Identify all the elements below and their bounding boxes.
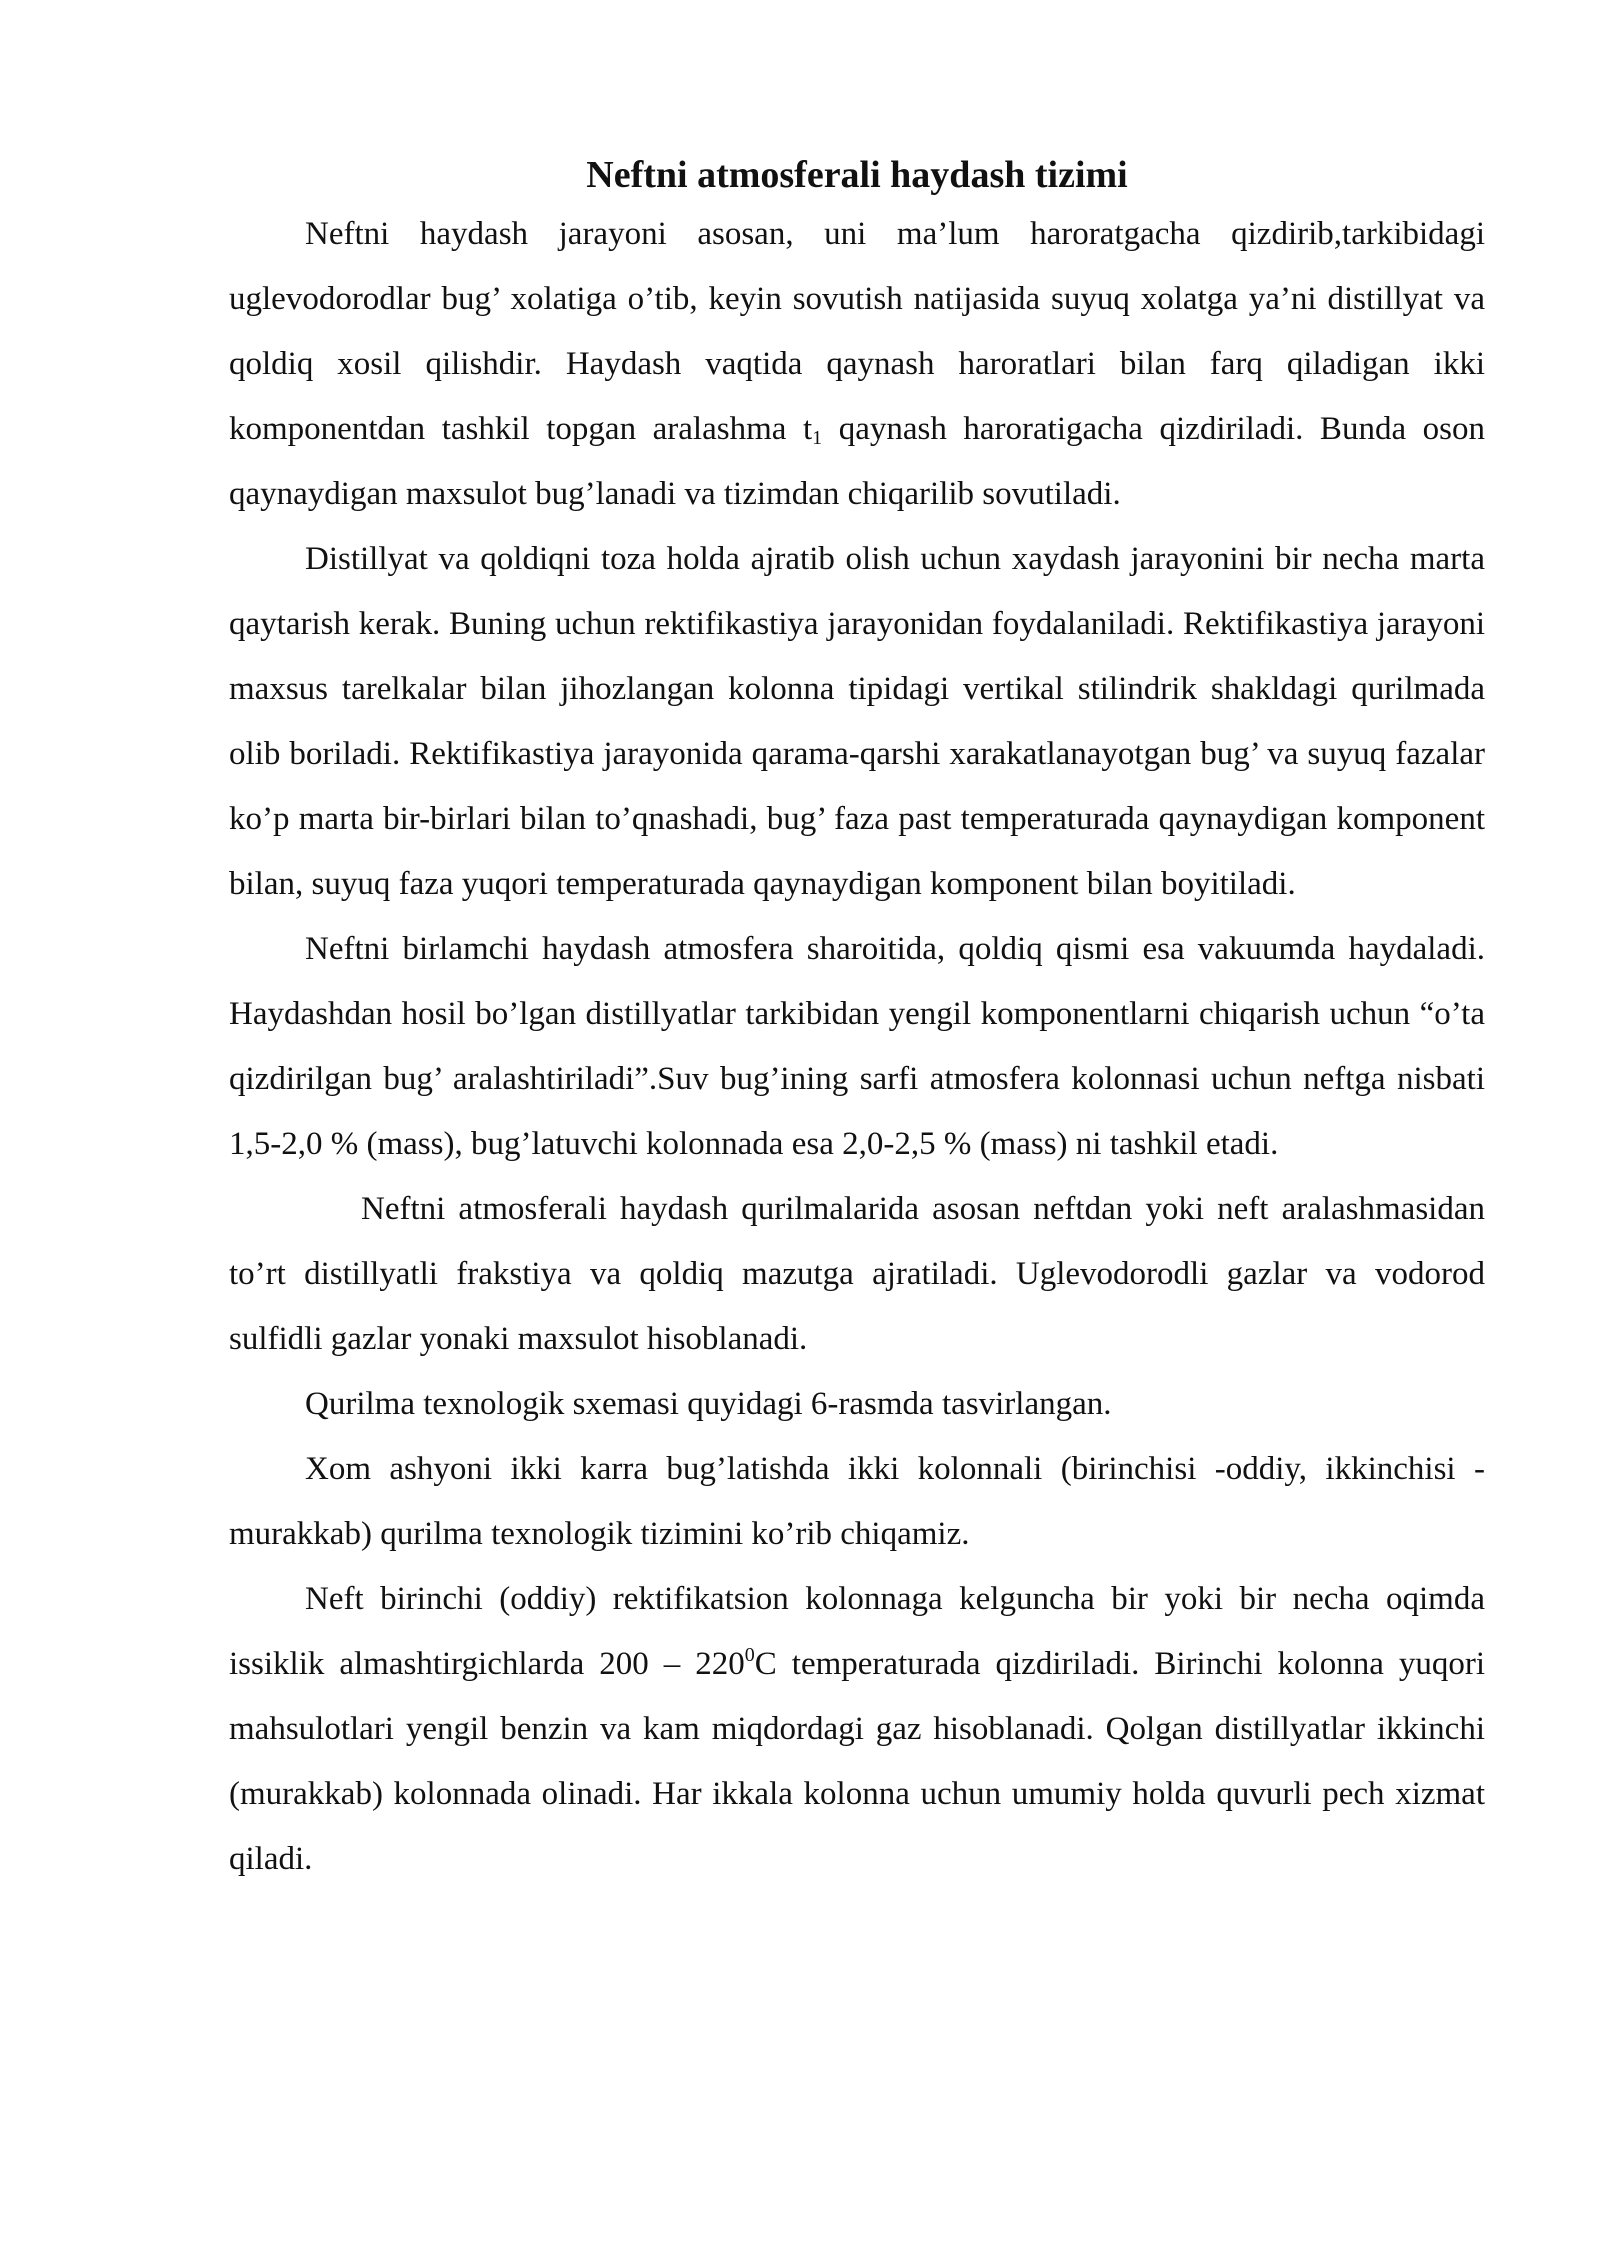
paragraph-7-text-a: Neft birinchi (oddiy) rektifikatsion kolonnaga kelguncha bir yoki bir necha oqimda issiklik almashtirgichlarda 200 – 220 [229,1581,1485,1682]
paragraph-5: Qurilma texnologik sxemasi quyidagi 6-rasmda tasvirlangan. [305,1386,1112,1422]
paragraph-7-superscript: 0 [744,1644,755,1666]
paragraph-7-text-b: C temperaturada qizdiriladi. Birinchi kolonna yuqori mahsulotlari yengil benzin va kam miqdordagi gaz hisoblanadi. Qolgan distillyatlar ikkinchi (murakkab) kolonnada olinadi. Har ikkala kolonna uchun umumiy holda quvurli pech xizmat qiladi. [229,1646,1485,1877]
paragraph-1-text-b: qaynash haroratigacha qizdiriladi. Bunda oson qaynaydigan maxsulot bug’lanadi va tizimdan chiqarilib sovutiladi. [229,411,1485,512]
paragraph-1-text-a: Neftni haydash jarayoni asosan, uni ma’lum haroratgacha qizdirib,tarkibidagi uglevodorodlar bug’ xolatiga o’tib, keyin sovutish natijasida suyuq xolatga ya’ni distillyat va qoldiq xosil qilishdir. Haydash vaqtida qaynash haroratlari bilan farq qiladigan ikki komponentdan tashkil topgan aralashma t [229,216,1485,447]
paragraph-6: Xom ashyoni ikki karra bug’latishda ikki kolonnali (birinchisi -oddiy, ikkinchisi - murakkab) qurilma texnologik tizimini ko’rib chiqamiz. [229,1451,1485,1552]
paragraph-7 [229,1567,1485,1892]
paragraph-2: Distillyat va qoldiqni toza holda ajratib olish uchun xaydash jarayonini bir necha marta qaytarish kerak. Buning uchun rektifikastiya jarayonidan foydalaniladi. Rektifikastiya jarayoni maxsus tarelkalar bilan jihozlangan kolonna tipidagi vertikal stilindrik shakldagi qurilmada olib boriladi. Rektifikastiya jarayonida qarama-qarshi xarakatlanayotgan bug’ va suyuq fazalar ko’p marta bir-birlari bilan to’qnashadi, bug’ faza past temperaturada qaynaydigan komponent bilan, suyuq faza yuqori temperaturada qaynaydigan komponent bilan boyitiladi. [229,541,1485,902]
paragraph-1-subscript: 1 [812,427,823,449]
paragraph-3: Neftni birlamchi haydash atmosfera sharoitida, qoldiq qismi esa vakuumda haydaladi. Haydashdan hosil bo’lgan distillyatlar tarkibidan yengil komponentlarni chiqarish uchun “o’ta qizdirilgan bug’ aralashtiriladi”.Suv bug’ining sarfi atmosfera kolonnasi uchun neftga nisbati 1,5-2,0 % (mass), bug’latuvchi kolonnada esa 2,0-2,5 % (mass) ni tashkil etadi. [229,931,1485,1162]
document-page [229,150,1485,1892]
paragraph-1 [229,202,1485,527]
document-title: Neftni atmosferali haydash tizimi [586,154,1128,196]
paragraph-4: Neftni atmosferali haydash qurilmalarida asosan neftdan yoki neft aralashmasidan to’rt distillyatli frakstiya va qoldiq mazutga ajratiladi. Uglevodorodli gazlar va vodorod sulfidli gazlar yonaki maxsulot hisoblanadi. [229,1191,1485,1357]
